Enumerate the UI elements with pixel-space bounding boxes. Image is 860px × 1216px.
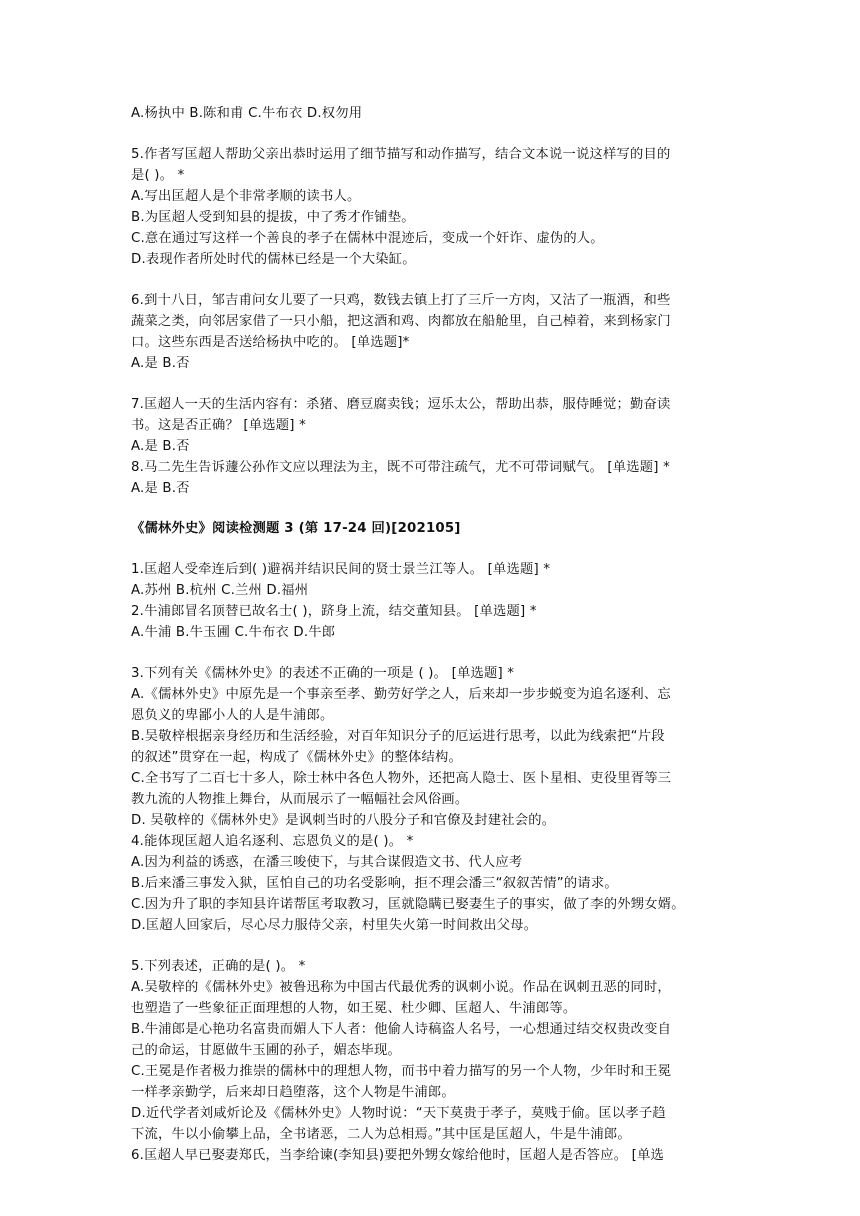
question-line: 4.能体现匡超人追名逐利、忘恩负义的是( )。 * (131, 834, 414, 849)
option-line: A.牛浦 B.牛玉圃 C.牛布衣 D.牛郎 (131, 625, 336, 640)
question-line: 5.下列表述，正确的是( )。 * (131, 959, 306, 974)
question-line: 3.下列有关《儒林外史》的表述不正确的一项是 ( )。 [单选题] * (131, 666, 515, 681)
option-line: 的叙述”贯穿在一起，构成了《儒林外史》的整体结构。 (131, 750, 463, 765)
option-line: 也塑造了一些象征正面理想的人物，如王冕、杜少卿、匡超人、牛浦郎等。 (131, 1001, 577, 1016)
option-line: B.牛浦郎是心艳功名富贵而媚人下人者：他偷人诗稿盗人名号，一心想通过结交权贵改变自 (131, 1022, 672, 1037)
question-line: 1.匡超人受牵连后到( )避祸并结识民间的贤士景兰江等人。 [单选题] * (131, 562, 551, 577)
option-line: D.匡超人回家后，尽心尽力服侍父亲，村里失火第一时间救出父母。 (131, 918, 538, 933)
question-line: 5.作者写匡超人帮助父亲出恭时运用了细节描写和动作描写，结合文本说一说这样写的目的 (131, 147, 671, 162)
option-line: D.近代学者刘咸炘论及《儒林外史》人物时说：“天下莫贵于孝子，莫贱于偷。匡以孝子趋 (131, 1106, 666, 1121)
option-line: 恩负义的卑鄙小人的人是牛浦郎。 (131, 708, 334, 723)
option-line: A.吴敬梓的《儒林外史》被鲁迅称为中国古代最优秀的讽刺小说。作品在讽刺丑恶的同时， (131, 980, 671, 995)
option-line: C.意在通过写这样一个善良的孝子在儒林中混迹后，变成一个奸诈、虚伪的人。 (131, 231, 604, 246)
option-line: A.写出匡超人是个非常孝顺的读书人。 (131, 189, 361, 204)
option-line: A.是 B.否 (131, 481, 190, 496)
option-line: A.是 B.否 (131, 356, 190, 371)
option-line: A.是 B.否 (131, 439, 190, 454)
option-line: 下流，牛以小偷攀上品，全书诸恶，二人为总相焉。”其中匡是匡超人，牛是牛浦郎。 (131, 1127, 631, 1142)
question-line: 6.匡超人早已娶妻郑氏，当李给谏(李知县)要把外甥女嫁给他时，匡超人是否答应。 [单选 (131, 1148, 665, 1163)
question-line: 6.到十八日，邹吉甫问女儿要了一只鸡，数钱去镇上打了三斤一方肉，又沽了一瓶酒，和些 (131, 293, 671, 308)
option-line: D. 吴敬梓的《儒林外史》是讽刺当时的八股分子和官僚及封建社会的。 (131, 813, 556, 828)
question-line: 书。这是否正确？ [单选题] * (131, 418, 306, 433)
option-line: 己的命运，甘愿做牛玉圃的孙子，媚态毕现。 (131, 1043, 401, 1058)
question-line: 是( )。 * (131, 168, 185, 183)
option-line: C.王冕是作者极力推崇的儒林中的理想人物，而书中着力描写的另一个人物，少年时和王冕 (131, 1064, 672, 1079)
question-line: 8.马二先生告诉蘧公孙作文应以理法为主，既不可带注疏气，尤不可带词赋气。 [单选题] * (131, 460, 670, 475)
question-line: 蔬菜之类，向邻居家借了一只小船，把这酒和鸡、肉都放在船舱里，自己棹着，来到杨家门 (131, 314, 671, 329)
option-line: C.全书写了二百七十多人，除士林中各色人物外，还把高人隐士、医卜星相、吏役里胥等三 (131, 771, 672, 786)
question-line: 口。这些东西是否送给杨执中吃的。 [单选题]* (131, 335, 410, 350)
option-line: A.杨执中 B.陈和甫 C.牛布衣 D.权勿用 (131, 106, 363, 121)
option-line: A.因为利益的诱惑，在潘三唆使下，与其合谋假造文书、代人应考 (131, 855, 523, 870)
option-line: D.表现作者所处时代的儒林已经是一个大染缸。 (131, 252, 416, 267)
option-line: B.吴敬梓根据亲身经历和生活经验，对百年知识分子的厄运进行思考，以此为线索把“片段 (131, 729, 665, 744)
option-line: A.苏州 B.杭州 C.兰州 D.福州 (131, 583, 309, 598)
option-line: 教九流的人物推上舞台，从而展示了一幅幅社会风俗画。 (131, 792, 469, 807)
question-line: 7.匡超人一天的生活内容有：杀猪、磨豆腐卖钱；逗乐太公，帮助出恭，服侍睡觉；勤奋读 (131, 397, 671, 412)
option-line: C.因为升了职的李知县许诺帮匡考取教习，匡就隐瞒已娶妻生子的事实，做了李的外甥女婿。 (131, 897, 685, 912)
option-line: A.《儒林外史》中原先是一个事亲至孝、勤劳好学之人，后来却一步步蜕变为追名逐利、忘 (131, 687, 671, 702)
option-line: B.后来潘三事发入狱，匡怕自己的功名受影响，拒不理会潘三“叙叙苦情”的请求。 (131, 876, 618, 891)
question-line: 2.牛浦郎冒名顶替已故名士( )，跻身上流，结交董知县。 [单选题] * (131, 604, 537, 619)
option-line: 一样孝亲勤学，后来却日趋堕落，这个人物是牛浦郎。 (131, 1085, 455, 1100)
section-title: 《儒林外史》阅读检测题 3 (第 17-24 回)[202105] (131, 521, 461, 536)
option-line: B.为匡超人受到知县的提拔，中了秀才作铺垫。 (131, 210, 415, 225)
